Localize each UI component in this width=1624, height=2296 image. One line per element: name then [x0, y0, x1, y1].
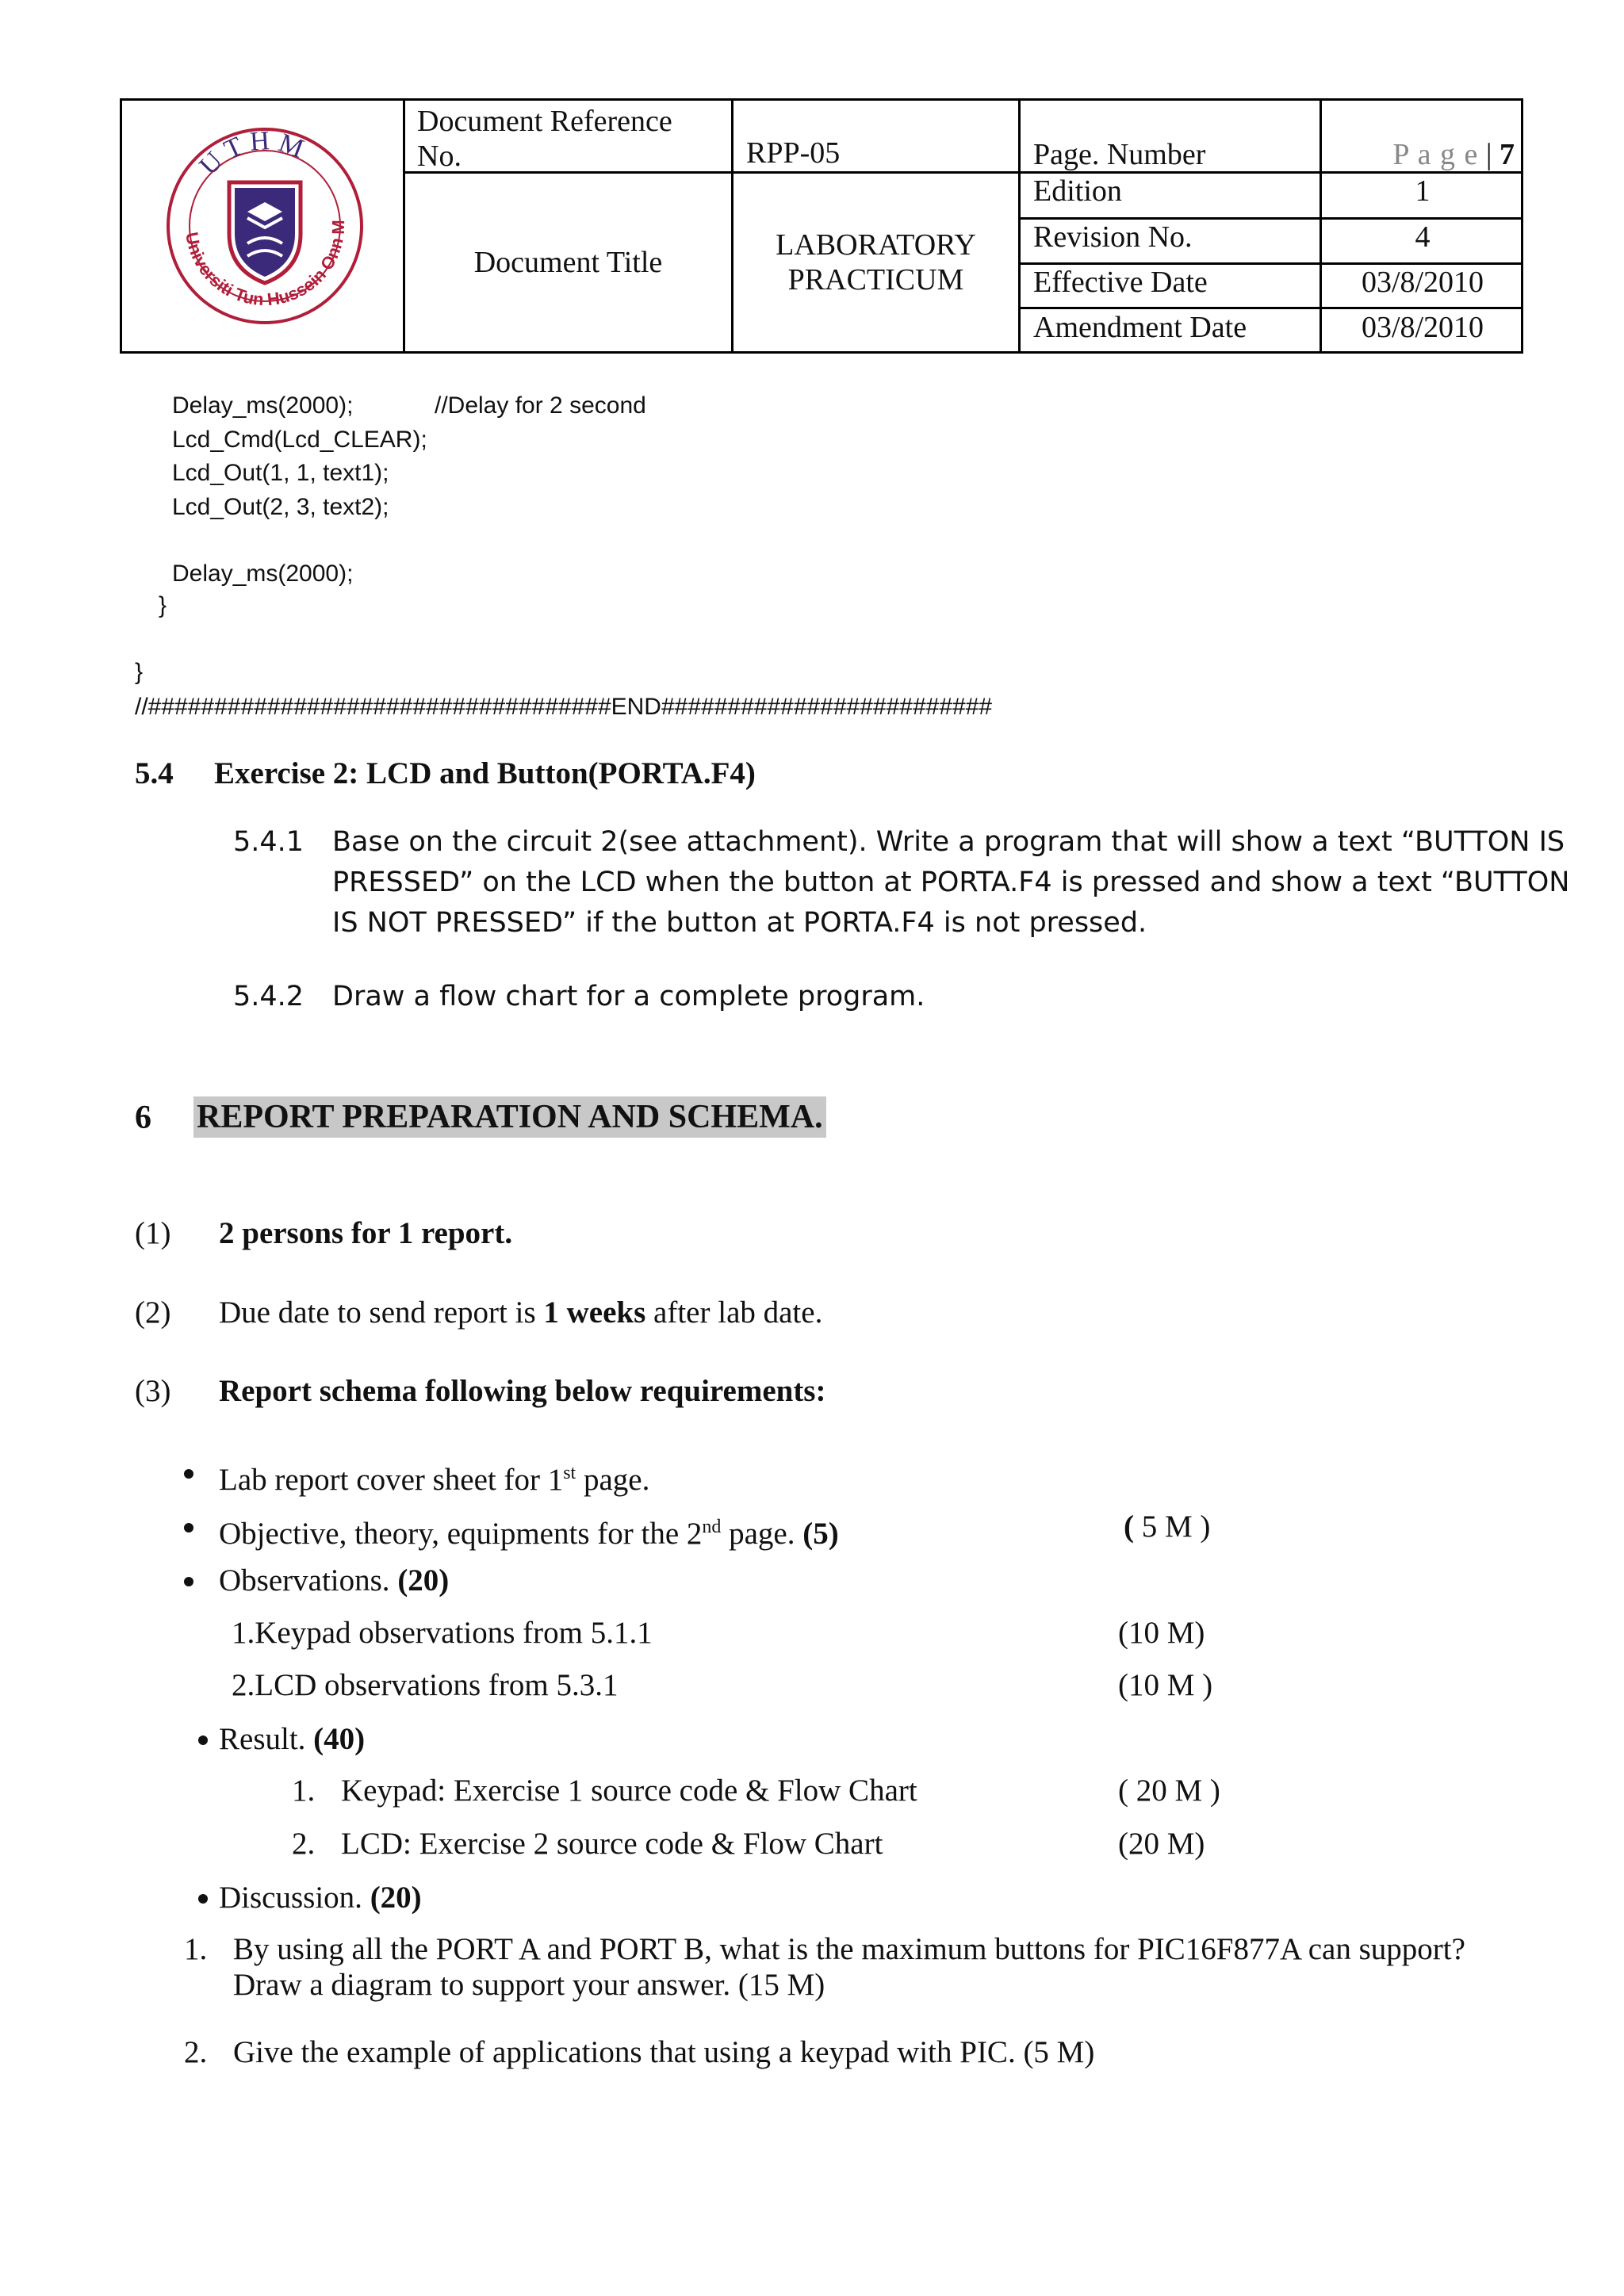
schema-item-result: Result. (40): [219, 1722, 366, 1756]
amendment-date-label: Amendment Date: [1033, 311, 1247, 344]
req-3-text: Report schema following below requirements:: [219, 1374, 826, 1408]
req-3-number: (3): [135, 1374, 171, 1408]
doc-title-label: Document Title: [473, 246, 663, 279]
bullet-1: [184, 1469, 193, 1479]
edition-label: Edition: [1033, 174, 1122, 208]
bullet-3: [184, 1577, 193, 1586]
result-1-text: Keypad: Exercise 1 source code & Flow Chart: [341, 1774, 917, 1808]
req-1-text: 2 persons for 1 report.: [219, 1216, 513, 1250]
result-2-text: LCD: Exercise 2 source code & Flow Chart: [341, 1827, 883, 1861]
section-5-4-title: Exercise 2: LCD and Button(PORTA.F4): [214, 756, 756, 790]
revision-value: 4: [1415, 220, 1431, 254]
result-2-number: 2.: [292, 1827, 316, 1861]
discussion-1-number: 1.: [184, 1932, 208, 1966]
item-5-4-1-line2: PRESSED” on the LCD when the button at PORTA.F4 is pressed and show a text “BUTTON: [332, 867, 1570, 898]
doc-ref-label: Document Reference No.: [417, 105, 672, 173]
document-header-table: [120, 98, 1523, 354]
section-6-title: REPORT PREPARATION AND SCHEMA.: [193, 1096, 826, 1138]
discussion-1-line1: By using all the PORT A and PORT B, what is the maximum buttons for PIC16F877A can support?: [233, 1932, 1465, 1966]
code-line-5: Delay_ms(2000);: [172, 561, 354, 587]
section-6-number: 6: [135, 1100, 151, 1136]
result-1-number: 1.: [292, 1774, 316, 1808]
req-2-number: (2): [135, 1295, 171, 1330]
doc-title-line2: PRACTICUM: [787, 263, 964, 297]
page-sep: |: [1485, 138, 1492, 171]
bullet-2: [184, 1523, 193, 1533]
code-comment-1: //Delay for 2 second: [435, 392, 646, 419]
observation-2: 2.LCD observations from 5.3.1: [232, 1668, 619, 1702]
discussion-2-number: 2.: [184, 2035, 208, 2069]
bullet-5: [198, 1894, 208, 1904]
effective-date-label: Effective Date: [1033, 266, 1208, 299]
schema-item-cover: Lab report cover sheet for 1st page.: [219, 1463, 650, 1497]
code-end-line: //###################################END#########################: [135, 694, 993, 720]
code-line-2: Lcd_Cmd(Lcd_CLEAR);: [172, 427, 427, 453]
schema-item-observations: Observations. (20): [219, 1563, 450, 1598]
schema-item-objective: Objective, theory, equipments for the 2nd page. (5): [219, 1517, 839, 1551]
item-5-4-1-line3: IS NOT PRESSED” if the button at PORTA.F4 is not pressed.: [332, 907, 1147, 939]
code-line-1: Delay_ms(2000);: [172, 392, 354, 419]
revision-label: Revision No.: [1033, 220, 1193, 254]
item-5-4-1-line1: Base on the circuit 2(see attachment). Write a program that will show a text “BUTTON IS: [332, 826, 1565, 858]
observation-1: 1.Keypad observations from 5.1.1: [232, 1616, 653, 1650]
observation-1-marks: (10 M): [1118, 1616, 1205, 1650]
logo-arc-text: U T H M: [193, 126, 308, 182]
effective-date-value: 03/8/2010: [1361, 266, 1484, 299]
code-close-brace-2: }: [135, 659, 144, 685]
code-close-brace-1: }: [159, 592, 167, 618]
req-1-number: (1): [135, 1216, 171, 1250]
svg-text:U T H M: [194, 126, 308, 181]
doc-title-line1: LABORATORY: [776, 228, 976, 262]
university-logo: [154, 107, 376, 345]
amendment-date-value: 03/8/2010: [1361, 311, 1484, 344]
logo-ring-text: Universiti Tun Hussein Onn M: [182, 220, 349, 310]
item-5-4-2-text: Draw a flow chart for a complete program.: [332, 981, 925, 1012]
discussion-2-text: Give the example of applications that using a keypad with PIC. (5 M): [233, 2035, 1095, 2069]
item-5-4-1-number: 5.4.1: [233, 826, 304, 858]
result-2-marks: (20 M): [1118, 1827, 1205, 1861]
bullet-4: [198, 1735, 208, 1745]
doc-ref-value: RPP-05: [746, 136, 841, 170]
req-2-text: Due date to send report is 1 weeks after lab date.: [219, 1295, 823, 1330]
code-line-3: Lcd_Out(1, 1, text1);: [172, 460, 389, 486]
page-word: P a g e: [1392, 138, 1479, 171]
page-label: Page. Number: [1033, 138, 1206, 171]
section-5-4-number: 5.4: [135, 756, 174, 790]
schema-objective-marks: ( 5 M ): [1124, 1510, 1211, 1544]
observation-2-marks: (10 M ): [1118, 1668, 1213, 1702]
edition-value: 1: [1415, 174, 1431, 208]
page-number: [1359, 137, 1515, 172]
discussion-1-line2: Draw a diagram to support your answer. (15 M): [233, 1968, 825, 2002]
result-1-marks: ( 20 M ): [1118, 1774, 1220, 1808]
page-num: 7: [1500, 138, 1515, 171]
schema-item-discussion: Discussion. (20): [219, 1881, 422, 1915]
item-5-4-2-number: 5.4.2: [233, 981, 304, 1012]
code-line-4: Lcd_Out(2, 3, text2);: [172, 494, 389, 520]
